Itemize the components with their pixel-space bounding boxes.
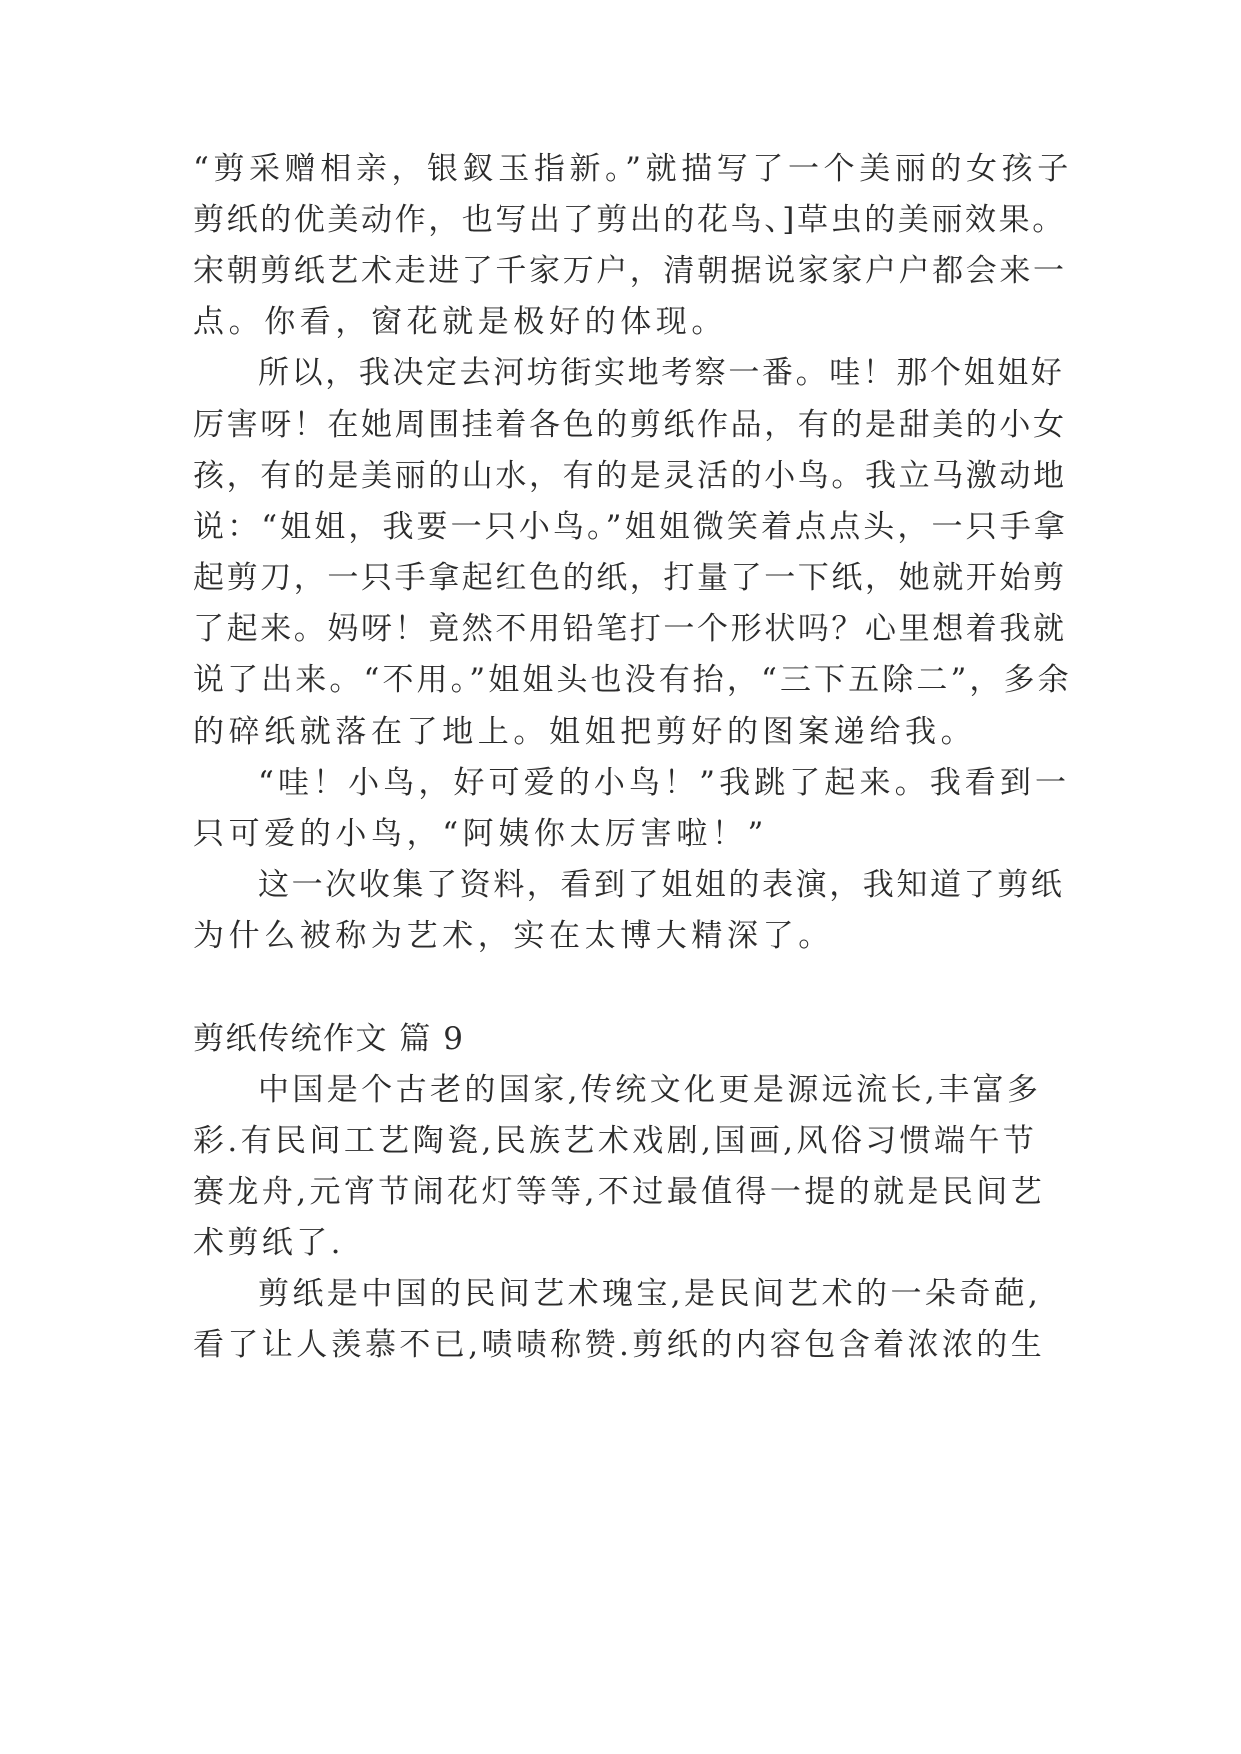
text-line: 赛龙舟,元宵节闹花灯等等,不过最值得一提的就是民间艺 — [193, 1174, 1046, 1210]
paragraph-start: 剪纸是中国的民间艺术瑰宝,是民间艺术的一朵奇葩, — [258, 1276, 1042, 1312]
text-line: 术剪纸了. — [193, 1225, 344, 1261]
text-line: 宋朝剪纸艺术走进了千家万户，清朝据说家家户户都会来一 — [193, 253, 1067, 289]
text-line: 起剪刀，一只手拿起红色的纸，打量了一下纸，她就开始剪 — [193, 560, 1067, 596]
text-line: 说：“姐姐，我要一只小鸟。”姐姐微笑着点点头，一只手拿 — [193, 509, 1068, 545]
paragraph-start: 中国是个古老的国家,传统文化更是源远流长,丰富多 — [258, 1072, 1042, 1108]
paragraph-start: 所以，我决定去河坊街实地考察一番。哇！那个姐姐好 — [258, 355, 1065, 391]
text-line: 厉害呀！在她周围挂着各色的剪纸作品，有的是甜美的小女 — [193, 407, 1067, 443]
text-line: 剪纸的优美动作，也写出了剪出的花鸟、]草虫的美丽效果。 — [193, 202, 1066, 238]
text-line: 说了出来。“不用。”姐姐头也没有抬，“三下五除二”，多余 — [193, 662, 1072, 698]
text-line: 点。你看，窗花就是极好的体现。 — [193, 304, 727, 340]
text-line: 只可爱的小鸟，“阿姨你太厉害啦！” — [193, 816, 768, 852]
paragraph-start: 这一次收集了资料，看到了姐姐的表演，我知道了剪纸 — [258, 867, 1065, 903]
text-line: 看了让人羡慕不已,啧啧称赞.剪纸的内容包含着浓浓的生 — [193, 1327, 1046, 1363]
section-heading: 剪纸传统作文 篇 9 — [193, 1021, 465, 1057]
text-line: 了起来。妈呀！竟然不用铅笔打一个形状吗？心里想着我就 — [193, 611, 1067, 647]
text-line: “剪采赠相亲，银釵玉指新。”就描写了一个美丽的女孩子 — [193, 151, 1073, 187]
text-line: 的碎纸就落在了地上。姐姐把剪好的图案递给我。 — [193, 714, 977, 750]
text-line: 为什么被称为艺术，实在太博大精深了。 — [193, 918, 834, 954]
text-line: 孩，有的是美丽的山水，有的是灵活的小鸟。我立马激动地 — [193, 458, 1067, 494]
paragraph-start: “哇！小鸟，好可爱的小鸟！”我跳了起来。我看到一 — [258, 765, 1071, 801]
text-line: 彩.有民间工艺陶瓷,民族艺术戏剧,国画,风俗习惯端午节 — [193, 1123, 1038, 1159]
